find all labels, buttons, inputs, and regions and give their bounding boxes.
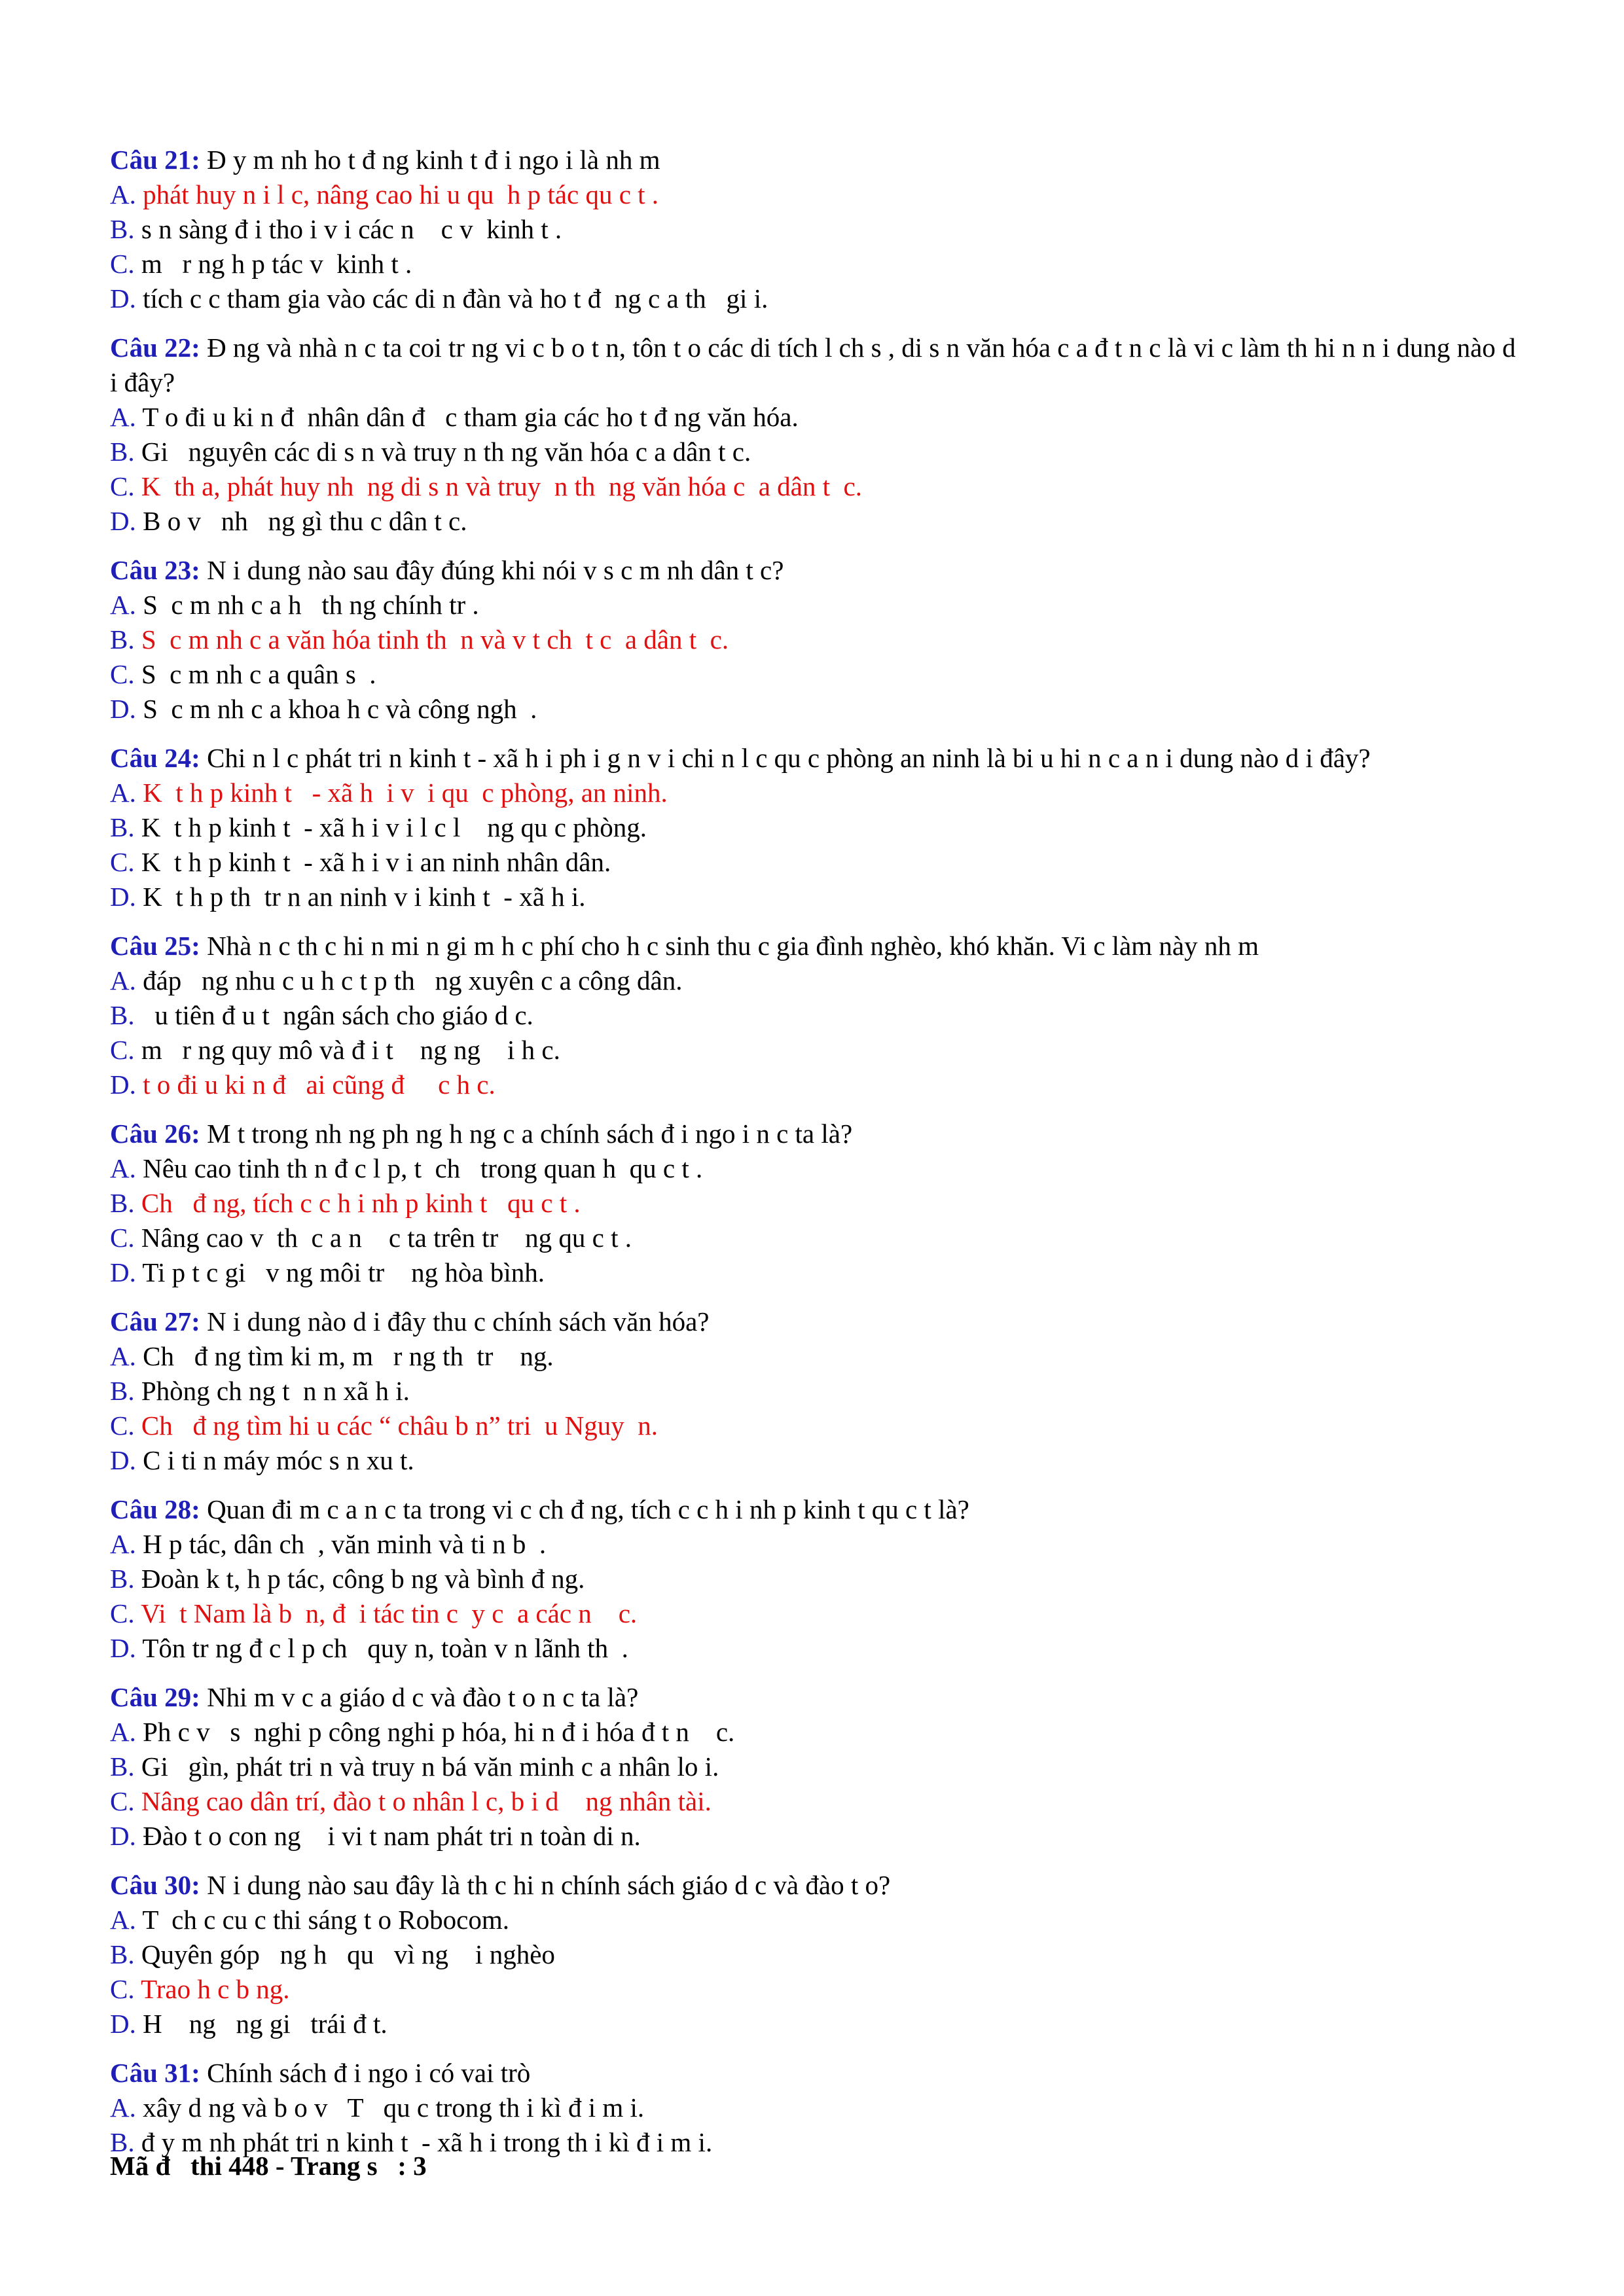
answer-option[interactable] xyxy=(110,810,1517,845)
answer-option[interactable] xyxy=(110,880,1517,914)
answer-option[interactable] xyxy=(110,1221,1517,1255)
question-number: Câu 25: xyxy=(110,931,200,961)
option-text: u tiên đ u t ngân sách cho giáo d c. xyxy=(134,1000,533,1030)
question-number: Câu 21: xyxy=(110,145,200,175)
question-text xyxy=(110,1680,1517,1715)
option-text: tích c c tham gia vào các di n đàn và ho t đ ng c a th gi i. xyxy=(135,283,768,314)
option-text: Đoàn k t, h p tác, công b ng và bình đ ng. xyxy=(134,1564,585,1594)
option-text: s n sàng đ i tho i v i các n c v kinh t . xyxy=(134,214,562,244)
option-text: C i ti n máy móc s n xu t. xyxy=(135,1445,414,1475)
option-text: đáp ng nhu c u h c t p th ng xuyên c a công dân. xyxy=(135,965,683,996)
answer-option[interactable] xyxy=(110,692,1517,726)
option-text: xây d ng và b o v T qu c trong th i kì đ i m i. xyxy=(135,2092,645,2123)
question-number: Câu 31: xyxy=(110,2058,200,2088)
option-letter: D. xyxy=(110,1821,136,1851)
answer-option[interactable] xyxy=(110,1972,830,2007)
option-text: Ch đ ng tìm hi u các “ châu b n” tri u Nguy n. xyxy=(134,1410,658,1441)
question-number: Câu 22: xyxy=(110,332,200,363)
option-text: Phòng ch ng t n n xã h i. xyxy=(134,1376,410,1406)
question-list xyxy=(110,143,1517,2174)
answer-option[interactable] xyxy=(110,469,1517,504)
answer-option[interactable] xyxy=(110,1749,1517,1784)
question-text xyxy=(110,143,1517,177)
option-text: K t h p kinh t - xã h i v i qu c phòng, an ninh. xyxy=(135,778,668,808)
question-block xyxy=(110,1868,1517,2041)
question-stem: Nhà n c th c hi n mi n gi m h c phí cho h c sinh thu c gia đình nghèo, khó khăn. Vi c làm này nh m xyxy=(200,931,1259,961)
option-text: t o đi u ki n đ ai cũng đ c h c. xyxy=(135,1069,496,1100)
option-text: Ch đ ng, tích c c h i nh p kinh t qu c t . xyxy=(134,1188,581,1218)
option-letter: C. xyxy=(110,1974,135,2004)
answer-option[interactable] xyxy=(110,1033,1517,1067)
answer-option[interactable] xyxy=(110,1408,1517,1443)
question-text xyxy=(110,929,1517,963)
option-text: K t h p kinh t - xã h i v i an ninh nhân dân. xyxy=(134,847,611,877)
answer-option[interactable] xyxy=(110,2090,1517,2125)
option-letter: B. xyxy=(110,624,135,655)
option-letter: D. xyxy=(110,1069,136,1100)
question-stem: N i dung nào sau đây đúng khi nói v s c m nh dân t c? xyxy=(200,555,784,585)
answer-option[interactable] xyxy=(110,657,1517,692)
option-text: Ph c v s nghi p công nghi p hóa, hi n đ i hóa đ t n c. xyxy=(135,1717,735,1747)
option-text: Quyên góp ng h qu vì ng i nghèo xyxy=(134,1939,555,1969)
option-text: S c m nh c a h th ng chính tr . xyxy=(135,590,479,620)
question-block xyxy=(110,1304,1517,1478)
options-list xyxy=(110,588,1517,726)
question-stem: M t trong nh ng ph ng h ng c a chính sách đ i ngo i n c ta là? xyxy=(200,1119,853,1149)
question-text xyxy=(110,1492,1517,1527)
option-letter: A. xyxy=(110,1341,136,1371)
answer-option[interactable] xyxy=(110,1784,1517,1819)
question-number: Câu 30: xyxy=(110,1870,200,1900)
option-text: Gi nguyên các di s n và truy n th ng văn hóa c a dân t c. xyxy=(134,437,751,467)
option-text: Gi gìn, phát tri n và truy n bá văn minh c a nhân lo i. xyxy=(134,1751,719,1782)
answer-option[interactable] xyxy=(110,1255,1517,1290)
answer-option[interactable] xyxy=(110,1937,830,1972)
option-letter: C. xyxy=(110,471,135,501)
question-text xyxy=(110,2056,1517,2090)
options-list xyxy=(110,1903,1517,2041)
answer-option[interactable] xyxy=(110,588,1517,622)
option-text: B o v nh ng gì thu c dân t c. xyxy=(135,506,467,536)
options-list xyxy=(110,1715,1517,1854)
option-letter: A. xyxy=(110,965,136,996)
question-stem: Nhi m v c a giáo d c và đào t o n c ta là? xyxy=(200,1682,639,1712)
answer-option[interactable] xyxy=(110,1562,1517,1596)
question-number: Câu 23: xyxy=(110,555,200,585)
question-number: Câu 28: xyxy=(110,1494,200,1524)
question-text xyxy=(110,741,1517,776)
option-letter: B. xyxy=(110,2127,135,2157)
question-number: Câu 29: xyxy=(110,1682,200,1712)
option-text: Nâng cao dân trí, đào t o nhân l c, b i d ng nhân tài. xyxy=(134,1786,712,1816)
question-text xyxy=(110,1117,1517,1151)
options-list xyxy=(110,776,1517,914)
answer-option[interactable] xyxy=(110,1067,1517,1102)
option-letter: C. xyxy=(110,1035,135,1065)
question-stem: Chính sách đ i ngo i có vai trò xyxy=(200,2058,531,2088)
option-text: m r ng h p tác v kinh t . xyxy=(134,249,412,279)
answer-option[interactable] xyxy=(110,622,1517,657)
option-text: m r ng quy mô và đ i t ng ng i h c. xyxy=(134,1035,560,1065)
option-text: Nêu cao tinh th n đ c l p, t ch trong quan h qu c t . xyxy=(135,1153,703,1183)
answer-option[interactable] xyxy=(110,1527,1517,1562)
answer-option[interactable] xyxy=(110,963,1517,998)
answer-option[interactable] xyxy=(110,1715,1517,1749)
option-letter: A. xyxy=(110,1717,136,1747)
options-list xyxy=(110,400,1517,539)
option-letter: C. xyxy=(110,1410,135,1441)
option-text: T o đi u ki n đ nhân dân đ c tham gia các ho t đ ng văn hóa. xyxy=(135,402,799,432)
option-letter: D. xyxy=(110,506,136,536)
option-letter: B. xyxy=(110,812,135,842)
option-letter: A. xyxy=(110,179,136,209)
answer-option[interactable] xyxy=(110,1339,1517,1374)
answer-option[interactable] xyxy=(110,400,1517,435)
question-text xyxy=(110,331,1517,400)
option-letter: B. xyxy=(110,214,135,244)
options-list xyxy=(110,177,1517,316)
option-letter: A. xyxy=(110,590,136,620)
option-text: K th a, phát huy nh ng di s n và truy n th ng văn hóa c a dân t c. xyxy=(134,471,862,501)
option-text: Đào t o con ng i vi t nam phát tri n toàn di n. xyxy=(135,1821,641,1851)
option-letter: D. xyxy=(110,882,136,912)
option-letter: D. xyxy=(110,283,136,314)
option-letter: D. xyxy=(110,1257,136,1287)
option-text: phát huy n i l c, nâng cao hi u qu h p tác qu c t . xyxy=(135,179,659,209)
option-text: S c m nh c a khoa h c và công ngh . xyxy=(135,694,537,724)
option-text: S c m nh c a quân s . xyxy=(134,659,376,689)
answer-option[interactable] xyxy=(110,1631,1517,1666)
option-letter: D. xyxy=(110,2009,136,2039)
option-text: Trao h c b ng. xyxy=(134,1974,290,2004)
answer-option[interactable] xyxy=(110,1596,1517,1631)
question-stem: Chi n l c phát tri n kinh t - xã h i ph i g n v i chi n l c qu c phòng an ninh là bi u hi n c a n i dung nào d i đây? xyxy=(200,743,1371,773)
question-text xyxy=(110,1304,1517,1339)
option-letter: C. xyxy=(110,847,135,877)
option-text: đ y m nh phát tri n kinh t - xã h i trong th i kì đ i m i. xyxy=(134,2127,713,2157)
option-letter: A. xyxy=(110,778,136,808)
option-letter: B. xyxy=(110,437,135,467)
answer-option[interactable] xyxy=(110,281,1517,316)
option-text: Ti p t c gi v ng môi tr ng hòa bình. xyxy=(135,1257,545,1287)
option-text: H p tác, dân ch , văn minh và ti n b . xyxy=(135,1529,547,1559)
question-number: Câu 27: xyxy=(110,1306,200,1336)
question-block xyxy=(110,741,1517,914)
question-block xyxy=(110,1117,1517,1290)
option-text: K t h p kinh t - xã h i v i l c l ng qu c phòng. xyxy=(134,812,647,842)
question-block xyxy=(110,553,1517,726)
question-block xyxy=(110,929,1517,1102)
option-text: Ch đ ng tìm ki m, m r ng th tr ng. xyxy=(135,1341,554,1371)
answer-option[interactable] xyxy=(110,1903,830,1937)
question-block xyxy=(110,1492,1517,1666)
option-letter: B. xyxy=(110,1188,135,1218)
option-text: Tôn tr ng đ c l p ch quy n, toàn v n lãnh th . xyxy=(135,1633,628,1663)
option-letter: A. xyxy=(110,1905,136,1935)
option-letter: A. xyxy=(110,402,136,432)
option-letter: B. xyxy=(110,1939,135,1969)
option-text: T ch c cu c thi sáng t o Robocom. xyxy=(135,1905,509,1935)
question-text xyxy=(110,1868,1517,1903)
question-stem: Đ y m nh ho t đ ng kinh t đ i ngo i là nh m xyxy=(200,145,660,175)
question-number: Câu 24: xyxy=(110,743,200,773)
answer-option[interactable] xyxy=(110,998,1517,1033)
option-letter: B. xyxy=(110,1376,135,1406)
options-list xyxy=(110,963,1517,1102)
question-number: Câu 26: xyxy=(110,1119,200,1149)
option-text: H ng ng gi trái đ t. xyxy=(135,2009,388,2039)
answer-option[interactable] xyxy=(110,504,1517,539)
option-letter: C. xyxy=(110,659,135,689)
question-stem: N i dung nào d i đây thu c chính sách văn hóa? xyxy=(200,1306,710,1336)
options-list xyxy=(110,1151,1517,1290)
answer-option[interactable] xyxy=(110,435,1517,469)
option-text: Vi t Nam là b n, đ i tác tin c y c a các n c. xyxy=(134,1598,638,1628)
question-block xyxy=(110,143,1517,316)
answer-option[interactable] xyxy=(110,845,1517,880)
answer-option[interactable] xyxy=(110,247,1517,281)
options-list xyxy=(110,1339,1517,1478)
option-letter: C. xyxy=(110,249,135,279)
question-stem: N i dung nào sau đây là th c hi n chính sách giáo d c và đào t o? xyxy=(200,1870,891,1900)
option-letter: B. xyxy=(110,1000,135,1030)
answer-option[interactable] xyxy=(110,1186,1517,1221)
option-letter: D. xyxy=(110,1445,136,1475)
answer-option[interactable] xyxy=(110,177,1517,212)
page-footer: Mã đ thi 448 - Trang s : 3 xyxy=(110,2151,427,2181)
question-block xyxy=(110,1680,1517,1854)
option-letter: B. xyxy=(110,1564,135,1594)
option-text: Nâng cao v th c a n c ta trên tr ng qu c t . xyxy=(134,1223,632,1253)
question-block xyxy=(110,331,1517,539)
option-text: S c m nh c a văn hóa tinh th n và v t ch t c a dân t c. xyxy=(134,624,729,655)
answer-option[interactable] xyxy=(110,1151,1517,1186)
answer-option[interactable] xyxy=(110,776,1517,810)
option-letter: B. xyxy=(110,1751,135,1782)
question-stem: Quan đi m c a n c ta trong vi c ch đ ng, tích c c h i nh p kinh t qu c t là? xyxy=(200,1494,969,1524)
option-letter: C. xyxy=(110,1786,135,1816)
question-stem: Đ ng và nhà n c ta coi tr ng vi c b o t n, tôn t o các di tích l ch s , di s n văn hóa c a đ t n c là vi c làm th hi n n i dung nào d i đây? xyxy=(110,332,1516,397)
option-letter: C. xyxy=(110,1223,135,1253)
answer-option[interactable] xyxy=(110,1819,1517,1854)
option-letter: C. xyxy=(110,1598,135,1628)
answer-option[interactable] xyxy=(110,1443,1517,1478)
answer-option[interactable] xyxy=(110,212,1517,247)
option-letter: A. xyxy=(110,1153,136,1183)
option-letter: D. xyxy=(110,694,136,724)
option-letter: D. xyxy=(110,1633,136,1663)
question-block xyxy=(110,2056,1517,2160)
question-text xyxy=(110,553,1517,588)
option-letter: A. xyxy=(110,1529,136,1559)
answer-option[interactable] xyxy=(110,1374,1517,1408)
option-text: K t h p th tr n an ninh v i kinh t - xã h i. xyxy=(135,882,586,912)
option-letter: A. xyxy=(110,2092,136,2123)
options-list xyxy=(110,1527,1517,1666)
answer-option[interactable] xyxy=(110,2007,830,2041)
